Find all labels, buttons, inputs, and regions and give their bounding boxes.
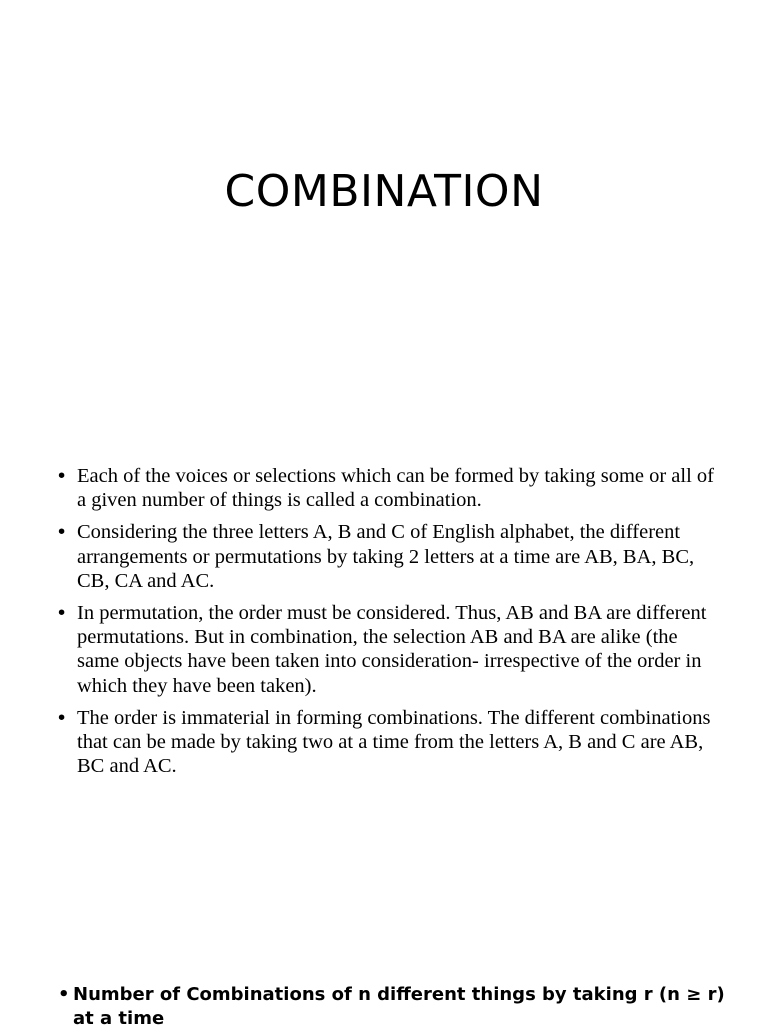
bullet-icon: •: [58, 464, 66, 487]
bullet-list: [58, 464, 718, 786]
bullet-icon: •: [58, 601, 66, 625]
bullet-text: In permutation, the order must be considered. Thus, AB and BA are different permutations. But in combination, the selection AB and BA are alike (the same objects have been taken into consideration- irrespective of the order in which they have been taken).: [77, 602, 707, 697]
bullet-icon: •: [58, 520, 66, 544]
list-item: [58, 464, 718, 512]
next-slide-bullet-text: Number of Combinations of n different things by taking r (n ≥ r) at a time: [73, 984, 725, 1029]
bullet-icon: •: [58, 705, 66, 729]
bullet-text: The order is immaterial in forming combinations. The different combinations that can be made by taking two at a time from the letters A, B and C are AB, BC and AC.: [77, 706, 711, 778]
slide-title: COMBINATION: [224, 166, 544, 217]
list-item: [58, 601, 718, 698]
bullet-text: Each of the voices or selections which can be formed by taking some or all of a given number of things is called a combination.: [77, 465, 715, 512]
bullet-text: Considering the three letters A, B and C of English alphabet, the different arrangements or permutations by taking 2 letters at a time are AB, BA, BC, CB, CA and AC.: [77, 521, 695, 592]
list-item: [58, 520, 718, 593]
list-item: [58, 706, 718, 779]
bullet-icon: •: [58, 984, 70, 1005]
